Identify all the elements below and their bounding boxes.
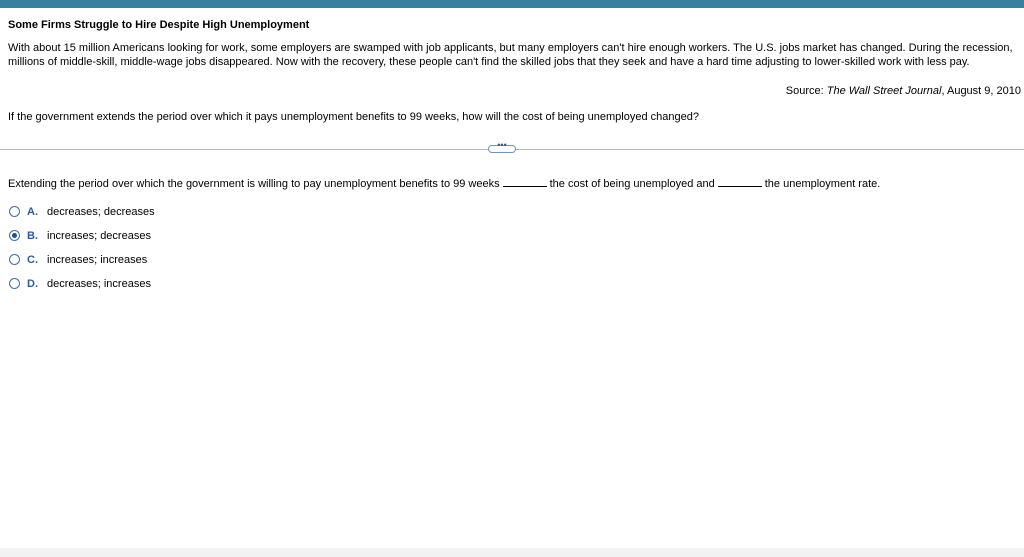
sentence-part-2: the cost of being unemployed and (549, 178, 715, 190)
answer-blank-1 (503, 176, 547, 187)
article-body: With about 15 million Americans looking for work, some employers are swamped with job applicants, but many employers can't hire enough workers. The U.S. jobs market has changed. During the recession, millions of middle-skill, middle-wage jobs disappeared. Now with the recovery, these people can't find the skilled jobs that they seek and have a hard time adjusting to lower-skilled work with less pay. (8, 42, 1013, 68)
article-title: Some Firms Struggle to Hire Despite High Unemployment (8, 19, 310, 31)
radio-button[interactable] (9, 206, 20, 217)
sentence-part-1: Extending the period over which the government is willing to pay unemployment benefits to 99 weeks (8, 178, 500, 190)
option-text: decreases; increases (47, 278, 151, 290)
radio-button[interactable] (9, 230, 20, 241)
fill-in-sentence (8, 176, 880, 190)
option-letter: B. (27, 230, 38, 242)
answer-blank-2 (718, 176, 762, 187)
radio-button[interactable] (9, 254, 20, 265)
option-letter: A. (27, 206, 38, 218)
source-date: , August 9, 2010 (941, 85, 1021, 97)
option-text: decreases; decreases (47, 206, 155, 218)
question-text: If the government extends the period over which it pays unemployment benefits to 99 weeks, how will the cost of being unemployed changed? (8, 111, 699, 123)
option-text: increases; increases (47, 254, 148, 266)
sentence-part-3: the unemployment rate. (764, 178, 881, 190)
source-journal: The Wall Street Journal (826, 85, 942, 97)
radio-selected-dot (12, 233, 17, 238)
more-dots-icon: ••• (497, 140, 507, 150)
footer-bar (0, 548, 1024, 557)
option-letter: D. (27, 278, 38, 290)
option-letter: C. (27, 254, 38, 266)
radio-button[interactable] (9, 278, 20, 289)
expand-more-button[interactable] (488, 140, 516, 153)
option-text: increases; decreases (47, 230, 151, 242)
source-prefix: Source: (785, 85, 827, 97)
article-source (786, 85, 1021, 97)
